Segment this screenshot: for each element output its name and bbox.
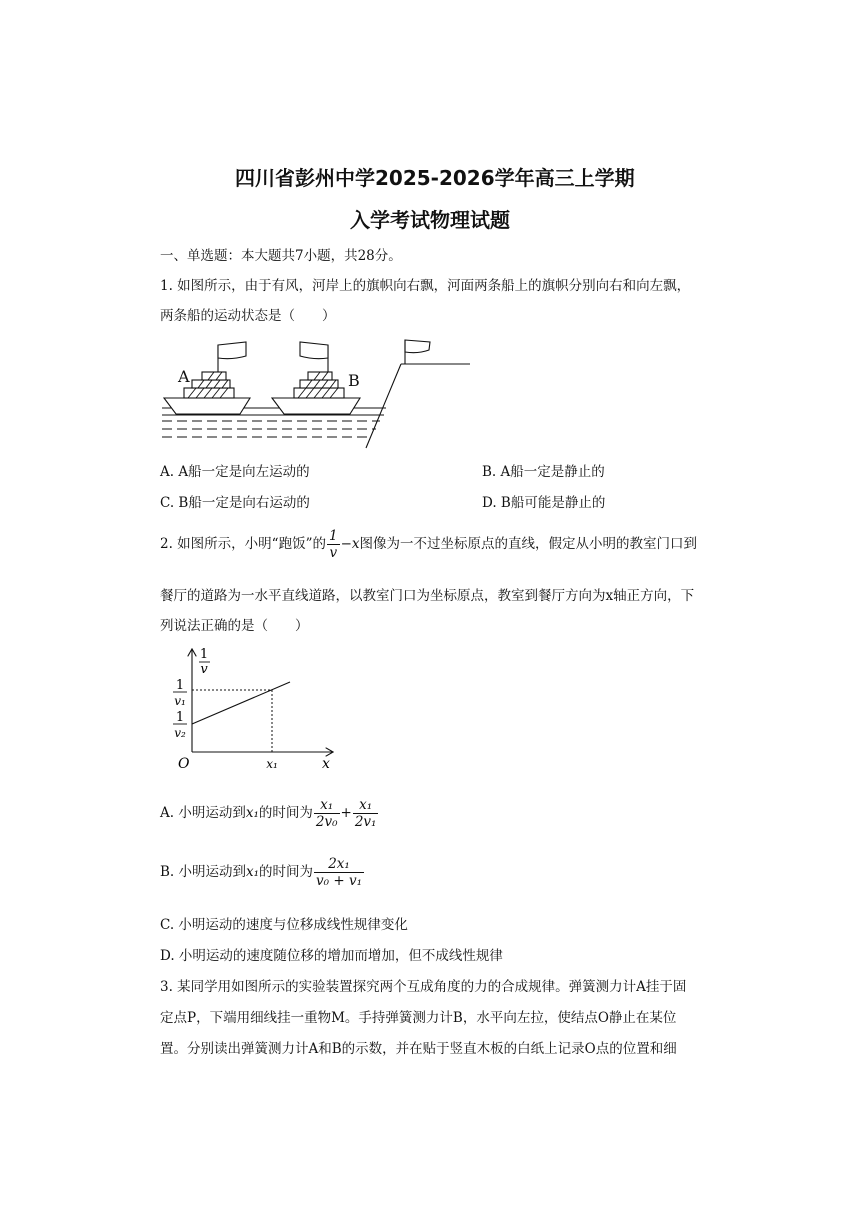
svg-text:1: 1 bbox=[175, 710, 185, 725]
svg-text:v: v bbox=[200, 662, 208, 677]
q1-option-c: C. B船一定是向右运动的 bbox=[160, 495, 310, 511]
boat-b-label: B bbox=[348, 371, 360, 390]
q1-option-d: D. B船可能是静止的 bbox=[482, 495, 606, 511]
q1-line2: 两条船的运动状态是（ ） bbox=[160, 308, 336, 324]
q3-line2: 定点P，下端用细线挂一重物M。手持弹簧测力计B，水平向左拉，使结点O静止在某位 bbox=[160, 1010, 677, 1026]
q2-line1: 2. 如图所示，小明“跑饭”的 $\frac{1}{v}$ −x图像为一不过坐标原点的直线，假定从小明的教室门口到 bbox=[160, 528, 698, 561]
svg-text:v₁: v₁ bbox=[174, 694, 186, 708]
boat-a-label: A bbox=[178, 367, 190, 386]
q1-option-b: B. A船一定是静止的 bbox=[482, 464, 605, 480]
q2-option-c: C. 小明运动的速度与位移成线性规律变化 bbox=[160, 917, 408, 933]
q3-line3: 置。分别读出弹簧测力计A和B的示数，并在贴于竖直木板的白纸上记录O点的位置和细 bbox=[160, 1041, 677, 1057]
q2-inline-fraction: $\frac{1}{v}$ bbox=[328, 528, 338, 561]
q2-graph bbox=[168, 644, 348, 774]
q3-line1: 3. 某同学用如图所示的实验装置探究两个互成角度的力的合成规律。弹簧测力计A挂于固 bbox=[160, 979, 687, 995]
boat-a bbox=[164, 342, 250, 414]
q1-boats-figure bbox=[158, 336, 478, 450]
svg-text:v₂: v₂ bbox=[174, 726, 186, 740]
svg-text:x: x bbox=[322, 756, 330, 772]
page-title: 四川省彭州中学2025-2026学年高三上学期 bbox=[235, 166, 635, 190]
q2-line2: 餐厅的道路为一水平直线道路，以教室门口为坐标原点，教室到餐厅方向为x轴正方向，下 bbox=[160, 588, 695, 604]
graph-line bbox=[192, 682, 290, 724]
q2-option-b: B. 小明运动到x₁的时间为 $\frac{\text{2x₁}}{\text{v₀ + v₁}}$ bbox=[160, 856, 363, 889]
q2-option-d: D. 小明运动的速度随位移的增加而增加，但不成线性规律 bbox=[160, 948, 503, 964]
q2-line3: 列说法正确的是（ ） bbox=[160, 618, 309, 634]
page-subtitle: 入学考试物理试题 bbox=[350, 208, 510, 232]
section-heading: 一、单选题：本大题共7小题，共28分。 bbox=[160, 248, 402, 264]
svg-text:1: 1 bbox=[199, 647, 209, 662]
svg-text:1: 1 bbox=[175, 678, 185, 693]
svg-text:O: O bbox=[178, 756, 190, 772]
q2-option-a: A. 小明运动到x₁的时间为 $\frac{\text{x₁}}{\text{2v₀}}$ + $\frac{\text{x₁}}{\text{2v₁}}$ bbox=[160, 797, 377, 830]
q1-option-a: A. A船一定是向左运动的 bbox=[160, 464, 310, 480]
q1-line1: 1. 如图所示，由于有风，河岸上的旗帜向右飘，河面两条船上的旗帜分别向右和向左飘， bbox=[160, 278, 691, 294]
svg-text:x₁: x₁ bbox=[266, 757, 278, 771]
